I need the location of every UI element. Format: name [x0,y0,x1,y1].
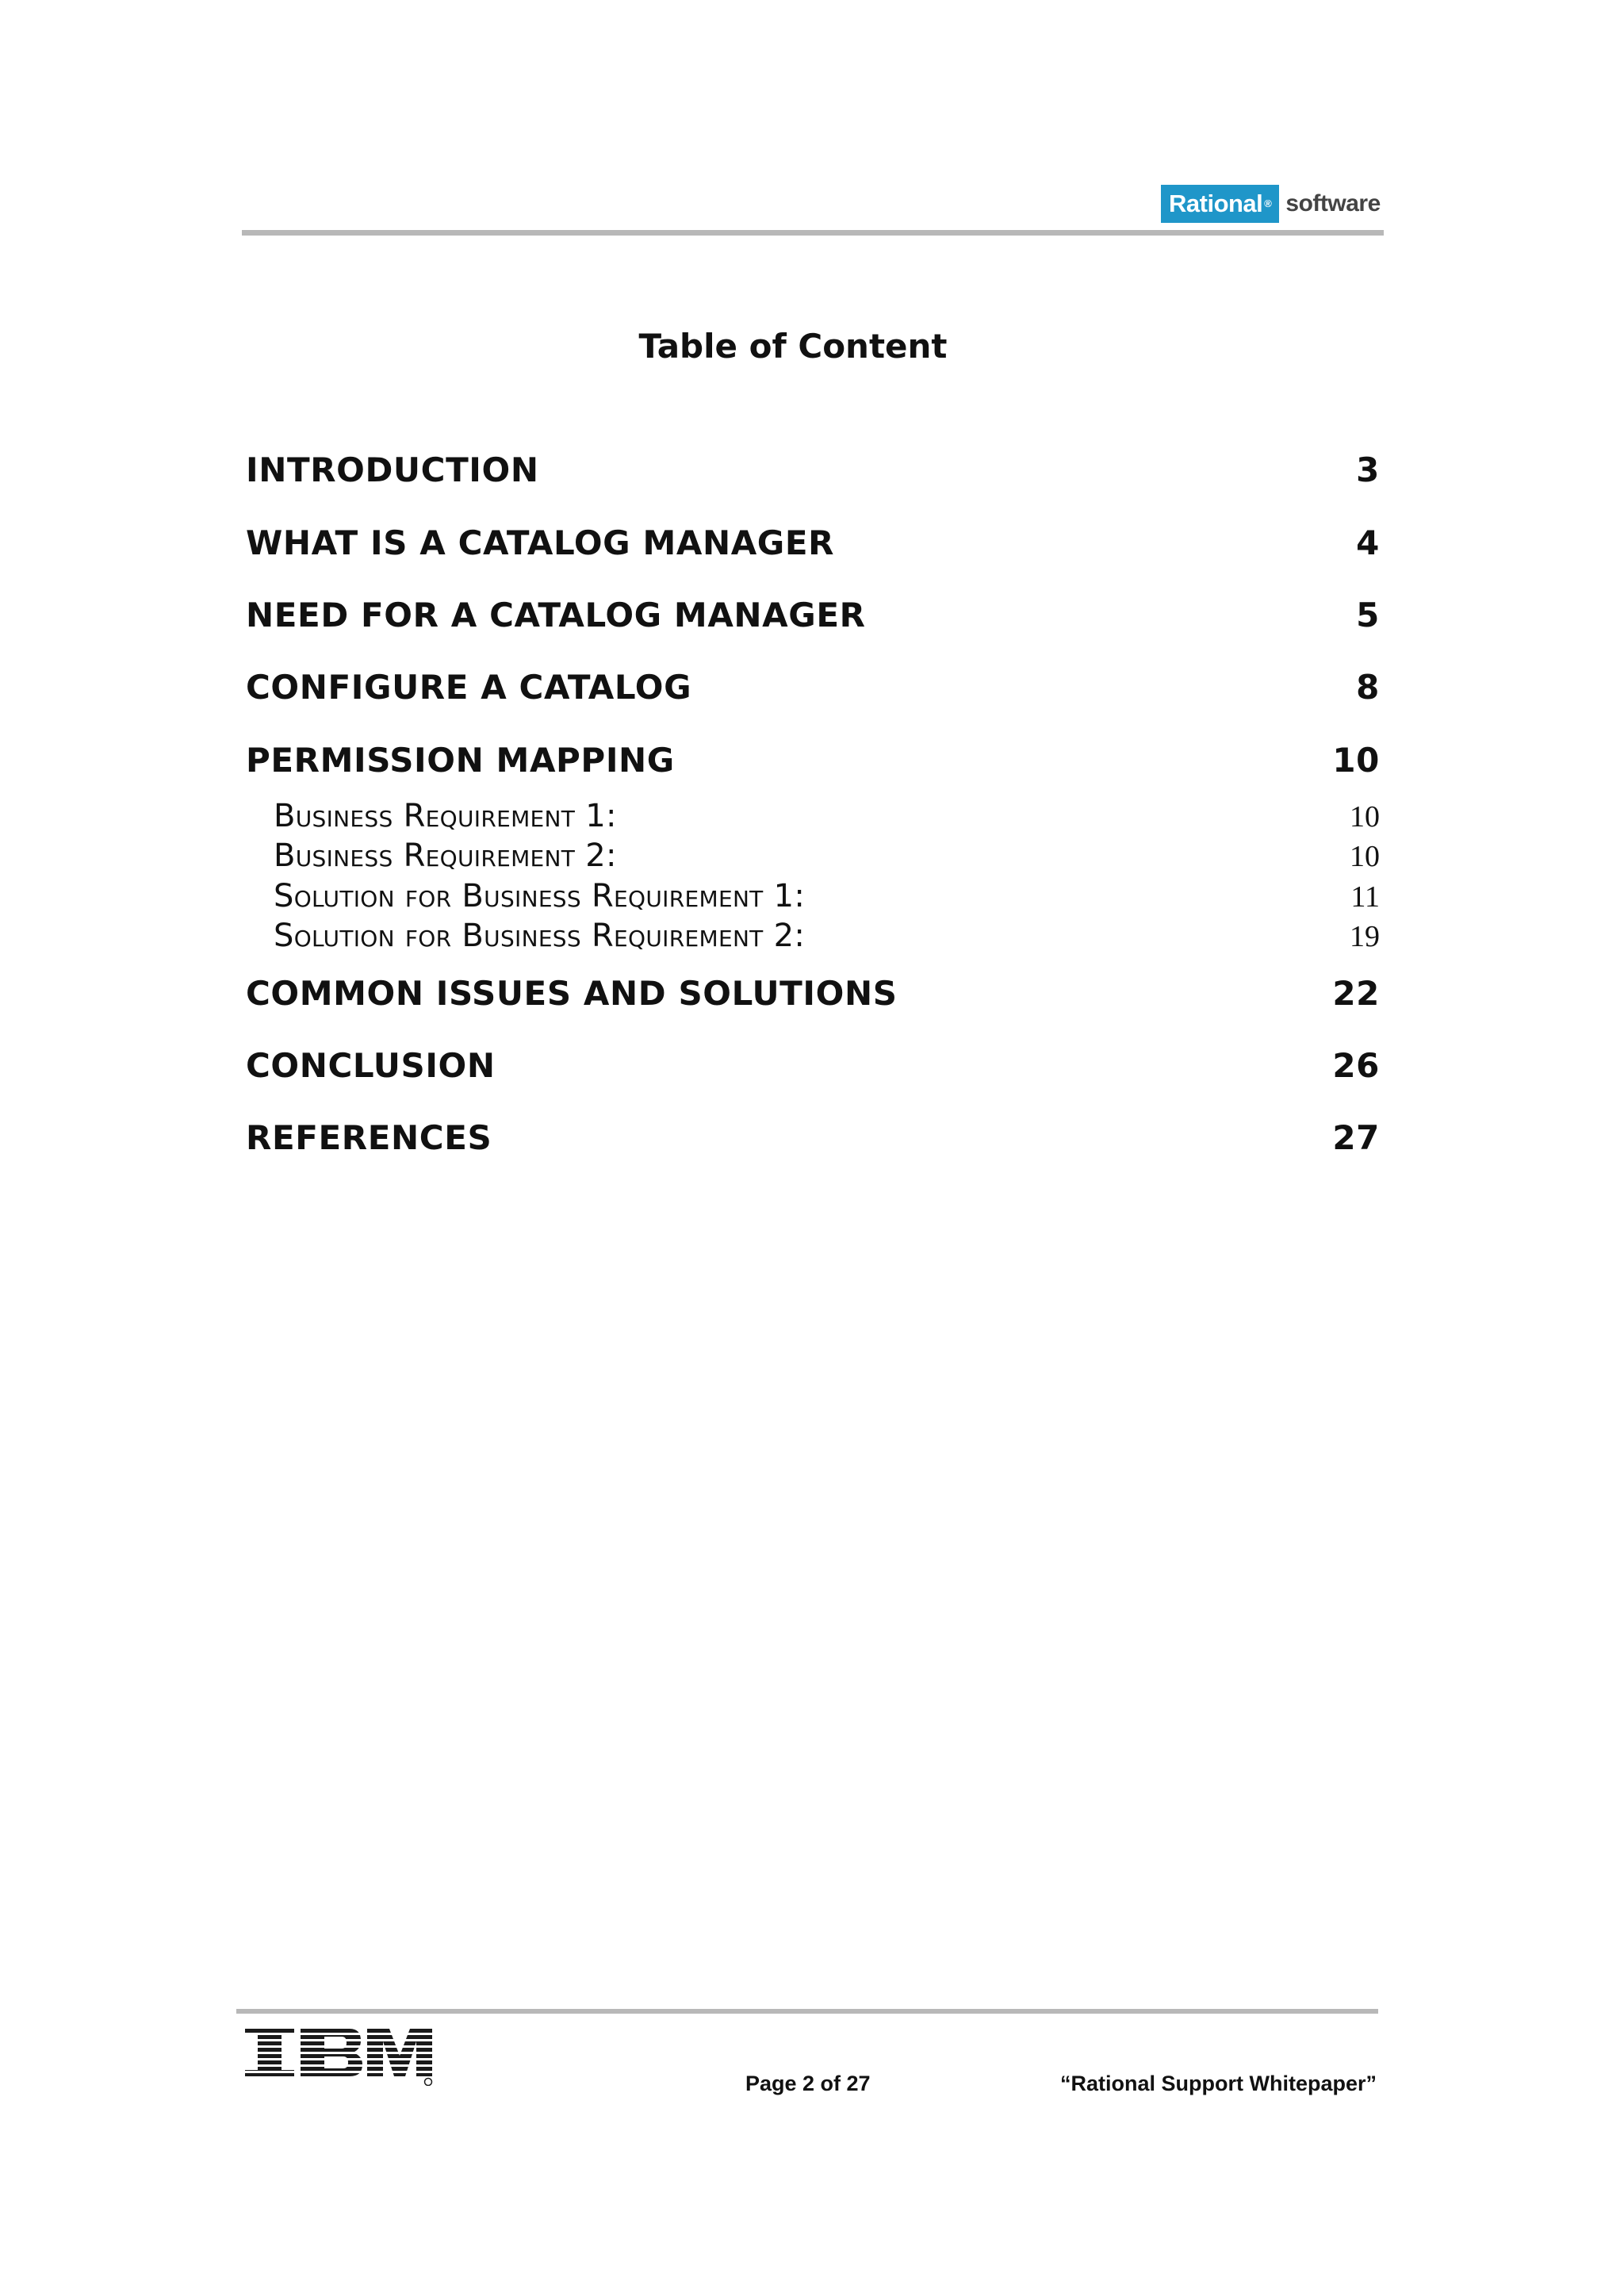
toc-entry-page: 10 [1323,738,1380,783]
toc-entry-label: REFERENCES [246,1116,492,1160]
ibm-logo-icon [243,2029,434,2086]
toc-entry-solution-business-requirement-2[interactable] [274,918,1380,954]
toc-entry-label: Solution for Business Requirement 2: [274,918,811,954]
toc-entry-label: CONFIGURE A CATALOG [246,665,691,710]
toc-entry-business-requirement-1[interactable] [274,798,1380,834]
rational-software-logo [1161,184,1381,224]
toc-entry-page: 27 [1323,1116,1380,1160]
toc-entry-configure-catalog[interactable] [246,665,1380,710]
toc-entry-label: COMMON ISSUES AND SOLUTIONS [246,972,898,1016]
toc-entry-label: Business Requirement 2: [274,838,623,874]
toc-entry-page: 26 [1323,1044,1380,1088]
toc-entry-solution-business-requirement-1[interactable] [274,878,1380,914]
toc-entry-page: 5 [1346,593,1380,638]
toc-entry-conclusion[interactable] [246,1044,1380,1088]
toc-entry-page: 11 [1347,879,1380,914]
page-title: Table of Content [638,327,948,366]
page-number: Page 2 of 27 [745,2072,871,2095]
toc-entry-common-issues-solutions[interactable] [246,972,1380,1016]
toc-entry-label: PERMISSION MAPPING [246,738,675,783]
toc-entry-page: 19 [1346,918,1380,954]
toc-entry-label: INTRODUCTION [246,448,539,493]
toc-entry-business-requirement-2[interactable] [274,838,1380,874]
logo-suffix: software [1285,190,1381,217]
toc-entry-need-for-catalog-manager[interactable] [246,593,1380,638]
header-rule [242,230,1384,236]
toc-entry-page: 8 [1346,665,1380,710]
toc-entry-permission-mapping[interactable] [246,738,1380,783]
footer-document-title: “Rational Support Whitepaper” [1059,2072,1377,2095]
toc-entry-label: CONCLUSION [246,1044,496,1088]
logo-registered-mark: ® [1264,197,1272,209]
toc-entry-introduction[interactable] [246,448,1380,493]
toc-entry-page: 3 [1346,448,1380,493]
toc-entry-label: Solution for Business Requirement 1: [274,878,811,914]
toc-entry-what-is-catalog-manager[interactable] [246,521,1380,565]
logo-brand: Rational [1169,190,1263,217]
toc-entry-label: WHAT IS A CATALOG MANAGER [246,521,834,565]
rational-logo-box [1161,185,1279,223]
toc-entry-page: 10 [1346,838,1380,874]
toc-entry-label: NEED FOR A CATALOG MANAGER [246,593,866,638]
toc-entry-page: 10 [1346,799,1380,834]
footer-rule [236,2009,1378,2014]
toc-entry-page: 4 [1346,521,1380,565]
toc-entry-references[interactable] [246,1116,1380,1160]
toc-entry-label: Business Requirement 1: [274,798,623,834]
toc-entry-page: 22 [1323,972,1380,1016]
